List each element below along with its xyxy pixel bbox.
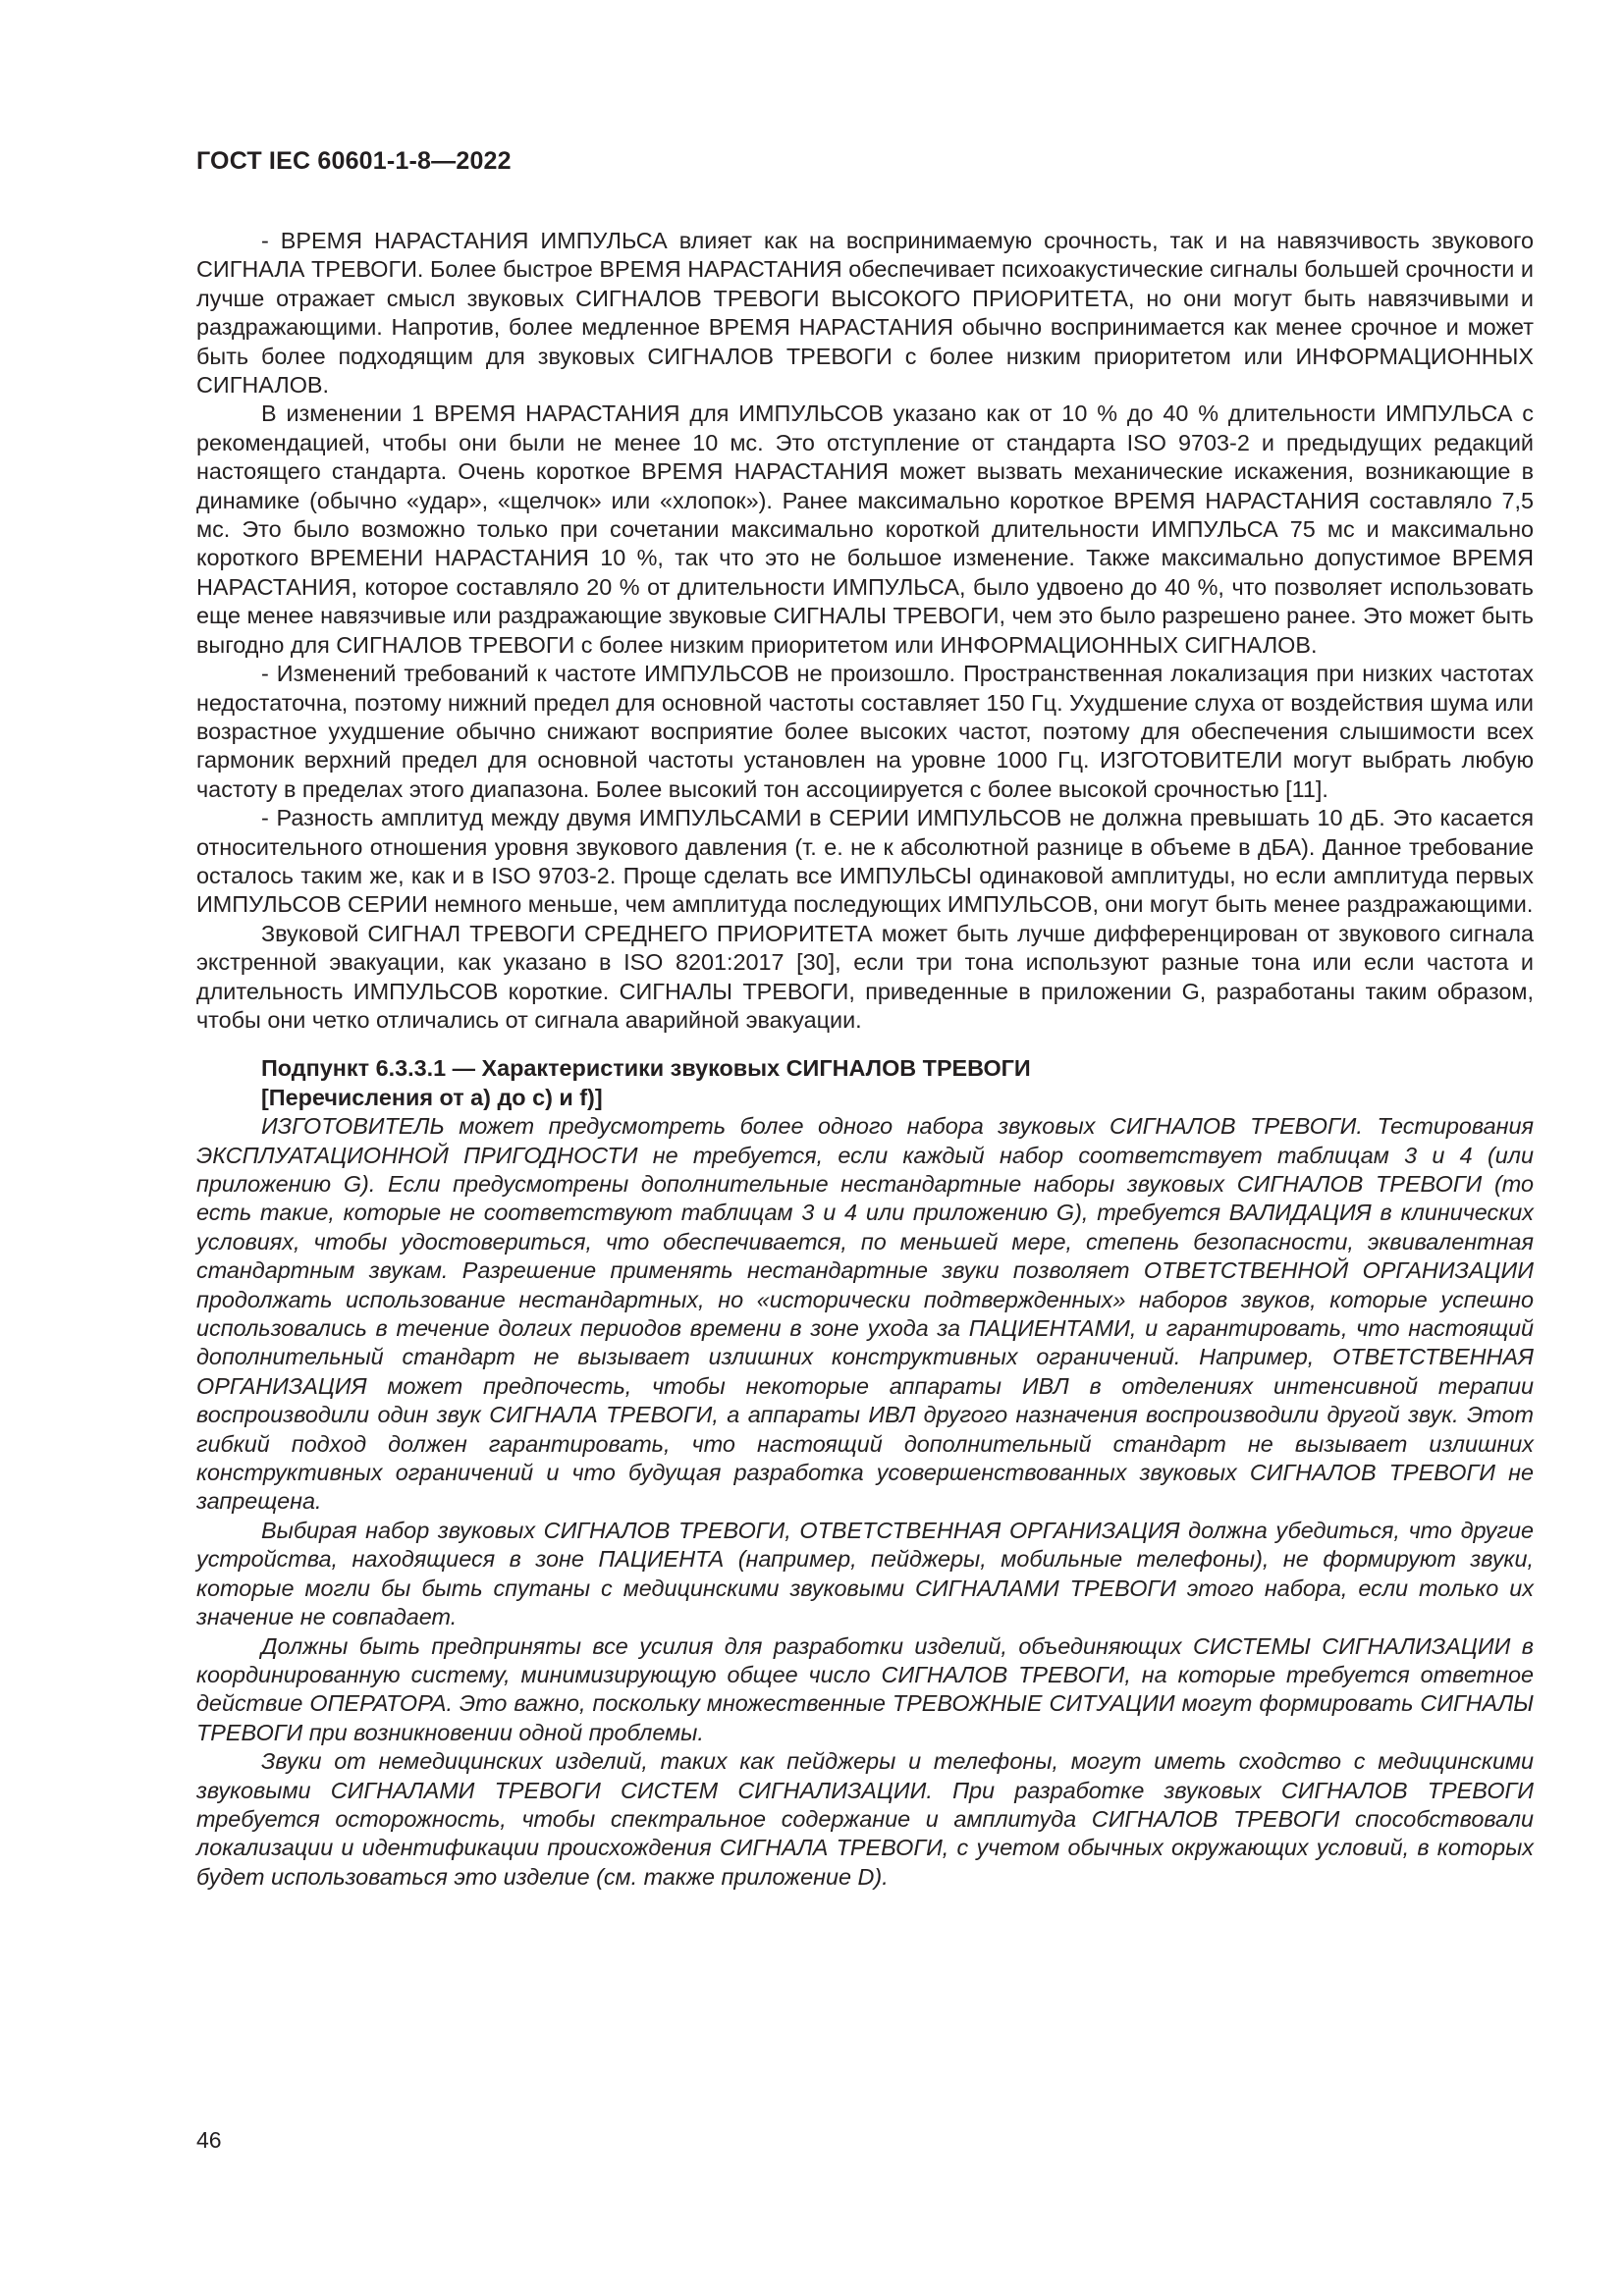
paragraph-rise-time-urgency: - ВРЕМЯ НАРАСТАНИЯ ИМПУЛЬСА влияет как на воспринимаемую срочность, так и на навязчивость звукового СИГНАЛА ТРЕВОГИ. Более быстрое ВРЕМЯ НАРАСТАНИЯ обеспечивает психоакустические сигналы большей срочности и лучше отражает смысл звуковых СИГНАЛОВ ТРЕВОГИ ВЫСОКОГО ПРИОРИТЕТА, но они могут быть навязчивыми и раздражающими. Напротив, более медленное ВРЕМЯ НАРАСТАНИЯ обычно воспринимается как менее срочное и может быть более подходящим для звуковых СИГНАЛОВ ТРЕВОГИ с более низким приоритетом или ИНФОРМАЦИОННЫХ СИГНАЛОВ. bbox=[196, 228, 1534, 399]
paragraph-rise-time-amendment: В изменении 1 ВРЕМЯ НАРАСТАНИЯ для ИМПУЛЬСОВ указано как от 10 % до 40 % длительности ИМПУЛЬСА с рекомендацией, чтобы они были не менее 10 мс. Это отступление от стандарта ISO 9703-2 и предыдущих редакций настоящего стандарта. Очень короткое ВРЕМЯ НАРАСТАНИЯ может вызвать механические искажения, возникающие в динамике (обычно «удар», «щелчок» или «хлопок»). Ранее максимально короткое ВРЕМЯ НАРАСТАНИЯ составляло 7,5 мс. Это было возможно только при сочетании максимально короткой длительности ИМПУЛЬСА 75 мс и максимально короткого ВРЕМЕНИ НАРАСТАНИЯ 10 %, так что это не большое изменение. Также максимально допустимое ВРЕМЯ НАРАСТАНИЯ, которое составляло 20 % от длительности ИМПУЛЬСА, было удвоено до 40 %, что позволяет использовать еще менее навязчивые или раздражающие звуковые СИГНАЛЫ ТРЕВОГИ, чем это было разрешено ранее. Это может быть выгодно для СИГНАЛОВ ТРЕВОГИ с более низким приоритетом или ИНФОРМАЦИОННЫХ СИГНАЛОВ. bbox=[196, 400, 1534, 658]
document-body bbox=[196, 227, 1534, 1892]
subclause-title: Подпункт 6.3.3.1 — Характеристики звуковых СИГНАЛОВ ТРЕВОГИ bbox=[261, 1055, 1031, 1082]
paragraph-non-medical-sounds: Звуки от немедицинских изделий, таких как пейджеры и телефоны, могут иметь сходство с медицинскими звуковыми СИГНАЛАМИ ТРЕВОГИ СИСТЕМ СИГНАЛИЗАЦИИ. При разработке звуковых СИГНАЛОВ ТРЕВОГИ требуется осторожность, чтобы спектральное содержание и амплитуда СИГНАЛОВ ТРЕВОГИ способствовали локализации и идентификации происхождения СИГНАЛА ТРЕВОГИ, с учетом обычных окружающих условий, в которых будет использоваться это изделие (см. также приложение D). bbox=[196, 1748, 1534, 1890]
paragraph-other-devices: Выбирая набор звуковых СИГНАЛОВ ТРЕВОГИ, ОТВЕТСТВЕННАЯ ОРГАНИЗАЦИЯ должна убедиться, что другие устройства, находящиеся в зоне ПАЦИЕНТА (например, пейджеры, мобильные телефоны), не формируют звуки, которые могли бы быть спутаны с медицинскими звуковыми СИГНАЛАМИ ТРЕВОГИ этого набора, если только их значение не совпадает. bbox=[196, 1517, 1534, 1630]
standard-header: ГОСТ IEC 60601-1-8—2022 bbox=[196, 147, 512, 175]
paragraph-medium-priority-evacuation: Звуковой СИГНАЛ ТРЕВОГИ СРЕДНЕГО ПРИОРИТЕТА может быть лучше дифференцирован от звукового сигнала экстренной эвакуации, как указано в ISO 8201:2017 [30], если три тона используют разные тона или если частота и длительность ИМПУЛЬСОВ короткие. СИГНАЛЫ ТРЕВОГИ, приведенные в приложении G, разработаны таким образом, чтобы они четко отличались от сигнала аварийной эвакуации. bbox=[196, 920, 1534, 1033]
paragraph-pulse-frequency: - Изменений требований к частоте ИМПУЛЬСОВ не произошло. Пространственная локализация при низких частотах недостаточна, поэтому нижний предел для основной частоты составляет 150 Гц. Ухудшение слуха от воздействия шума или возрастное ухудшение обычно снижают восприятие более высоких частот, поэтому для обеспечения слышимости всех гармоник верхний предел для основной частоты установлен на уровне 1000 Гц. ИЗГОТОВИТЕЛИ могут выбрать любую частоту в пределах этого диапазона. Более высокий тон ассоциируется с более высокой срочностью [11]. bbox=[196, 661, 1534, 802]
paragraph-alarm-sets: ИЗГОТОВИТЕЛЬ может предусмотреть более одного набора звуковых СИГНАЛОВ ТРЕВОГИ. Тестирования ЭКСПЛУАТАЦИОННОЙ ПРИГОДНОСТИ не требуется, если каждый набор соответствует таблицам 3 и 4 (или приложению G). Если предусмотрены дополнительные нестандартные наборы звуковых СИГНАЛОВ ТРЕВОГИ (то есть такие, которые не соответствуют таблицам 3 и 4 или приложению G), требуется ВАЛИДАЦИЯ в клинических условиях, чтобы удостовериться, что обеспечивается, по меньшей мере, степень безопасности, эквивалентная стандартным звукам. Разрешение применять нестандартные звуки позволяет ОТВЕТСТВЕННОЙ ОРГАНИЗАЦИИ продолжать использование нестандартных, но «исторически подтвержденных» наборов звуков, которые успешно использовались в течение долгих периодов времени в зоне ухода за ПАЦИЕНТАМИ, и гарантировать, что настоящий дополнительный стандарт не вызывает излишних конструктивных ограничений. Например, ОТВЕТСТВЕННАЯ ОРГАНИЗАЦИЯ может предпочесть, чтобы некоторые аппараты ИВЛ в отделениях интенсивной терапии воспроизводили один звук СИГНАЛА ТРЕВОГИ, а аппараты ИВЛ другого назначения воспроизводили другой звук. Этот гибкий подход должен гарантировать, что настоящий дополнительный стандарт не вызывает излишних конструктивных ограничений и что будущая разработка усовершенствованных звуковых СИГНАЛОВ ТРЕВОГИ не запрещена. bbox=[196, 1113, 1534, 1515]
subclause-enumerations: [Перечисления от a) до c) и f)] bbox=[261, 1084, 603, 1110]
page-number: 46 bbox=[196, 2127, 222, 2153]
paragraph-coordinated-systems: Должны быть предприняты все усилия для разработки изделий, объединяющих СИСТЕМЫ СИГНАЛИЗАЦИИ в координированную систему, минимизирующую общее число СИГНАЛОВ ТРЕВОГИ, на которые требуется ответное действие ОПЕРАТОРА. Это важно, поскольку множественные ТРЕВОЖНЫЕ СИТУАЦИИ могут формировать СИГНАЛЫ ТРЕВОГИ при возникновении одной проблемы. bbox=[196, 1632, 1534, 1745]
paragraph-amplitude-difference: - Разность амплитуд между двумя ИМПУЛЬСАМИ в СЕРИИ ИМПУЛЬСОВ не должна превышать 10 дБ. Это касается относительного отношения уровня звукового давления (т. е. не к абсолютной разнице в объеме в дБА). Данное требование осталось таким же, как и в ISO 9703-2. Проще сделать все ИМПУЛЬСЫ одинаковой амплитуды, но если амплитуда первых ИМПУЛЬСОВ СЕРИИ немного меньше, чем амплитуда последующих ИМПУЛЬСОВ, они могут быть менее раздражающими. bbox=[196, 805, 1534, 918]
subclause-heading bbox=[261, 1054, 1534, 1112]
